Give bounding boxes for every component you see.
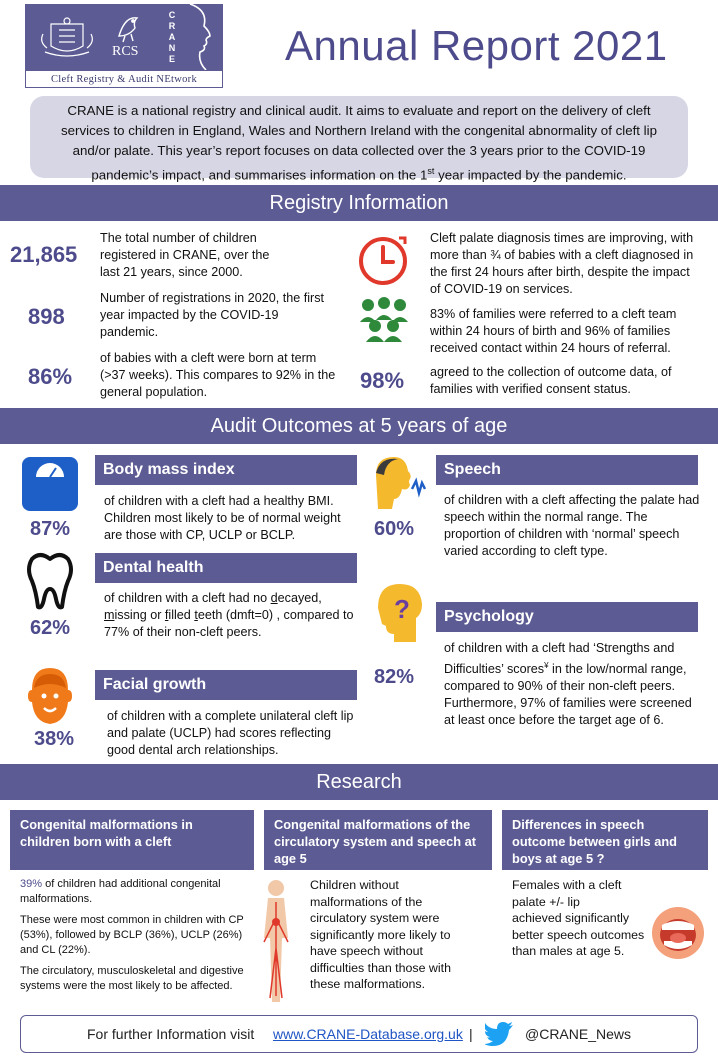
footer-separator: | xyxy=(469,1026,473,1042)
stat-term-births: 86% xyxy=(28,364,73,389)
intro-text: CRANE is a national registry and clinical audit. It aims to evaluate and report on the delivery of cleft services to children in England, Wales and Northern Ireland with the congenital abnormality of cleft lip and/or palate. This year’s report focuses on data collected over the 3 years prior to the COVID-19 pandemic’s impact, and summarises information on the 1 xyxy=(61,103,657,183)
bmi-heading: Body mass index xyxy=(95,455,357,485)
face-profile-icon xyxy=(180,4,220,70)
dental-text: of children with a cleft had no decayed, missing or filled teeth (dmft=0) , compared to 77% of their non-cleft peers. xyxy=(104,591,354,639)
crane-letter: E xyxy=(168,54,175,64)
open-mouth-icon xyxy=(650,905,706,961)
research-box-gender: Differences in speech outcome between girls and boys at age 5 ? xyxy=(502,810,708,870)
website-link[interactable]: www.CRANE-Database.org.uk xyxy=(273,1026,463,1042)
stat-total-text: The total number of children registered in CRANE, over the last 21 years, since 2000. xyxy=(100,231,270,279)
psychology-text: of children with a cleft had ‘Strengths and Difficulties’ scores¥ in the low/normal range, compared to 90% of their non-cleft peers. Furthermore, 97% of families were screened at least once before the target age of 6. xyxy=(444,641,692,728)
dental-heading: Dental health xyxy=(95,553,357,583)
speaking-head-icon xyxy=(370,455,426,511)
rcs-text: RCS xyxy=(112,44,139,59)
page-title: Annual Report 2021 xyxy=(285,22,668,69)
research-col2: Children without malformations of the circulatory system were significantly more likely to have speech without difficulties than those with these malformations. xyxy=(310,878,451,991)
stat-consent: 98% xyxy=(360,368,405,393)
clock-icon xyxy=(355,232,411,288)
consent-text: agreed to the collection of outcome data, of families with verified consent status. xyxy=(430,365,672,396)
facial-heading: Facial growth xyxy=(95,670,357,700)
crane-letter: A xyxy=(168,32,176,42)
crane-letter: C xyxy=(168,10,176,20)
research-col1-pct: 39% xyxy=(20,878,43,890)
referral-text: 83% of families were referred to a cleft team within 24 hours of birth and 96% of families received contact within 24 hours of referral. xyxy=(430,307,677,355)
intro-box xyxy=(30,96,688,183)
twitter-icon[interactable] xyxy=(485,1021,515,1047)
research-col3-line2: achieved significantly better speech outcomes than males at age 5. xyxy=(512,911,645,958)
footer xyxy=(20,1015,698,1053)
stat-total-registered: 21,865 xyxy=(10,242,78,267)
diagnosis-text: Cleft palate diagnosis times are improving, with more than ¾ of babies with a cleft diagnosed in the first 24 hours after birth, despite the impact of COVID-19 on services. xyxy=(430,231,694,296)
bmi-text: of children with a cleft had a healthy BMI. Children most likely to be of normal weight are those with CP, UCLP or BCLP. xyxy=(104,494,341,542)
tooth-icon xyxy=(22,551,78,611)
research-box-malformations: Congenital malformations in children born with a cleft xyxy=(10,810,254,870)
face-icon xyxy=(22,666,78,726)
crane-letter: N xyxy=(168,43,176,53)
royal-crest-icon xyxy=(37,14,97,64)
research-box-circulatory: Congenital malformations of the circulatory system and speech at age 5 xyxy=(264,810,492,870)
footer-prefix: For further Information visit xyxy=(87,1026,255,1042)
question-head-icon xyxy=(370,582,426,644)
research-heading: Research xyxy=(0,764,718,800)
rcs-bird-icon xyxy=(111,10,145,44)
research-col1: 39% of children had additional congenital malformations. These were most common in children with CP (53%), followed by BCLP (36%), UCLP (26%) and CL (22%). The circulatory, musculoskeletal and digestive systems were the most likely to be affected. xyxy=(20,878,244,992)
intro-sup: st xyxy=(427,166,435,176)
stat-2020-text: Number of registrations in 2020, the first year impacted by the COVID-19 pandemic. xyxy=(100,291,324,339)
dental-pct: 62% xyxy=(30,617,71,639)
research-col3-line1: Females with a cleft palate +/- lip xyxy=(512,878,622,909)
bmi-pct: 87% xyxy=(30,518,71,540)
circulatory-system-icon xyxy=(256,878,296,1008)
scale-icon xyxy=(20,455,80,513)
people-group-icon xyxy=(358,296,410,342)
twitter-handle[interactable]: @CRANE_News xyxy=(525,1026,632,1042)
intro-text-end: year impacted by the pandemic. xyxy=(434,167,627,183)
psychology-pct: 82% xyxy=(374,666,415,688)
crane-vertical-text xyxy=(165,10,179,65)
logo-caption: Cleft Registry & Audit NEtwork xyxy=(25,70,223,88)
crane-logo xyxy=(25,4,223,88)
speech-text: of children with a cleft affecting the palate had speech within the normal range. The proportion of children with ‘normal’ speech varied according to cleft type. xyxy=(444,493,700,558)
stat-2020-registrations: 898 xyxy=(28,304,65,329)
facial-text: of children with a complete unilateral cleft lip and palate (UCLP) had scores reflecting good dental arch relationships. xyxy=(107,709,354,757)
stat-term-text: of babies with a cleft were born at term (>37 weeks). This compares to 92% in the general population. xyxy=(100,351,336,399)
crane-letter: R xyxy=(168,21,176,31)
header xyxy=(0,0,718,95)
speech-pct: 60% xyxy=(374,518,415,540)
audit-heading: Audit Outcomes at 5 years of age xyxy=(0,408,718,444)
facial-pct: 38% xyxy=(34,728,75,750)
psychology-heading: Psychology xyxy=(436,602,698,632)
svg-text:?: ? xyxy=(394,594,410,624)
registry-heading: Registry Information xyxy=(0,185,718,221)
speech-heading: Speech xyxy=(436,455,698,485)
